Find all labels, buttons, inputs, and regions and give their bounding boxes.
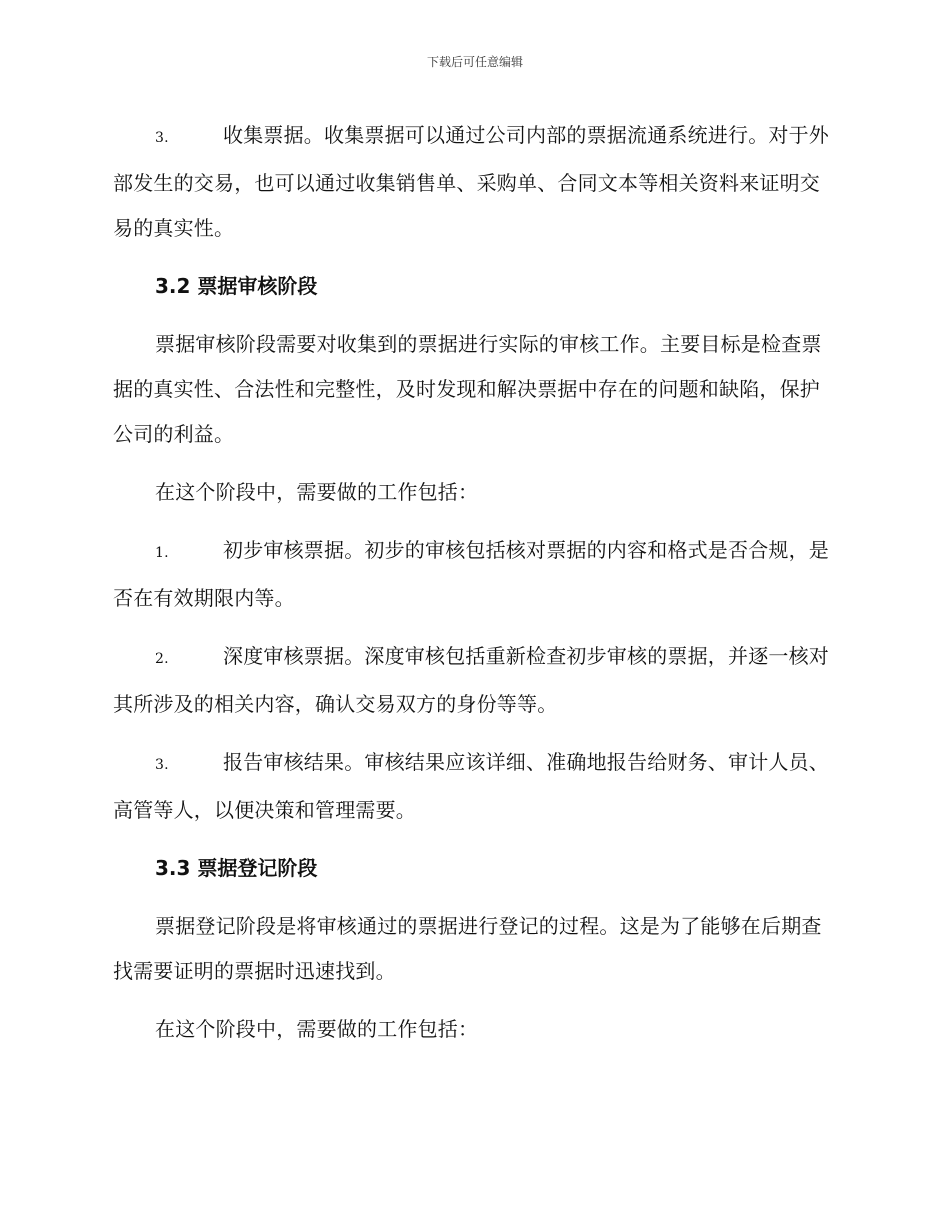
paragraph-audit-intro: 票据审核阶段需要对收集到的票据进行实际的审核工作。主要目标是检查票据的真实性、合法性和完整性，及时发现和解决票据中存在的问题和缺陷，保护公司的利益。	[113, 332, 822, 446]
list-item-initial-audit	[113, 528, 833, 621]
list-item-deep-audit	[113, 634, 833, 727]
list-number: 3.	[155, 757, 169, 773]
paragraph-text: 深度审核票据。深度审核包括重新检查初步审核的票据，并逐一核对其所涉及的相关内容，确认交易双方的身份等等。	[113, 644, 829, 716]
list-item-collect-receipts	[113, 113, 833, 251]
page-header: 下载后可任意编辑	[426, 55, 523, 69]
paragraph-audit-tasks-lead: 在这个阶段中，需要做的工作包括：	[155, 480, 479, 504]
section-heading-3-3: 3.3 票据登记阶段	[155, 856, 318, 880]
paragraph-registration-tasks-lead: 在这个阶段中，需要做的工作包括：	[155, 1017, 479, 1041]
paragraph-text: 报告审核结果。审核结果应该详细、准确地报告给财务、审计人员、高管等人，以便决策和管理需要。	[113, 750, 829, 822]
paragraph-registration-intro: 票据登记阶段是将审核通过的票据进行登记的过程。这是为了能够在后期查找需要证明的票据时迅速找到。	[113, 914, 822, 983]
list-number: 2.	[155, 651, 169, 667]
paragraph-text: 收集票据。收集票据可以通过公司内部的票据流通系统进行。对于外部发生的交易，也可以通过收集销售单、采购单、合同文本等相关资料来证明交易的真实性。	[113, 123, 829, 240]
paragraph-text: 初步审核票据。初步的审核包括核对票据的内容和格式是否合规，是否在有效期限内等。	[113, 538, 829, 610]
list-number: 1.	[155, 545, 169, 561]
list-item-report-results	[113, 740, 833, 833]
list-number: 3.	[155, 130, 169, 146]
section-heading-3-2: 3.2 票据审核阶段	[155, 274, 318, 298]
document-body	[113, 113, 833, 1052]
